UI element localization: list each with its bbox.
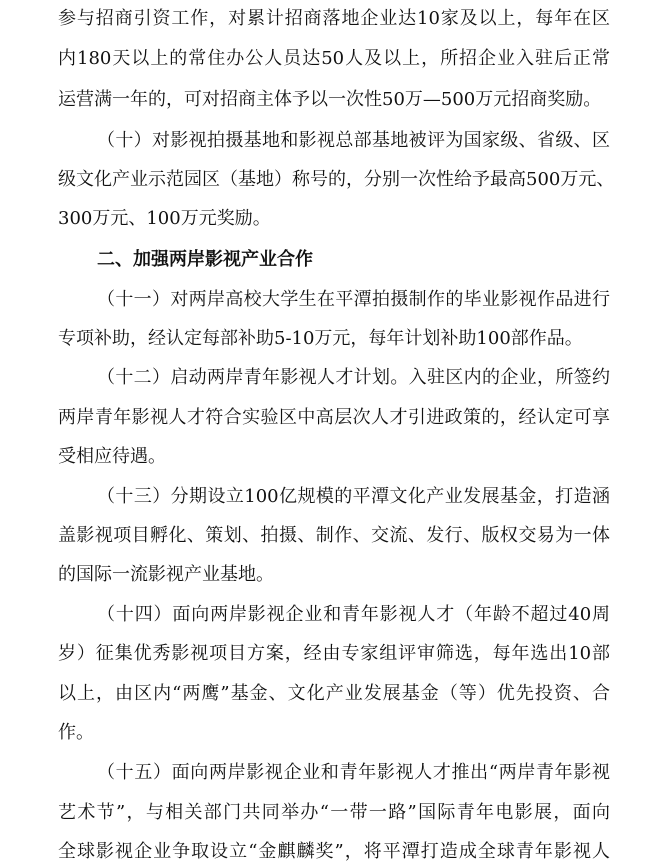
body-text-line: 受相应待遇。 [58, 446, 166, 467]
clause-11-first-line: （十一）对两岸高校大学生在平潭拍摄制作的毕业影视作品进行 [97, 289, 610, 310]
body-text-line: 级文化产业示范园区（基地）称号的，分别一次性给予最高500万元、 [58, 169, 615, 190]
body-text-line: 参与招商引资工作，对累计招商落地企业达10家及以上，每年在区 [58, 8, 610, 29]
clause-10-first-line: （十）对影视拍摄基地和影视总部基地被评为国家级、省级、区 [97, 130, 610, 151]
body-text-line: 运营满一年的，可对招商主体予以一次性50万—500万元招商奖励。 [58, 89, 602, 110]
section-heading: 二、加强两岸影视产业合作 [97, 249, 313, 270]
body-text-line: 盖影视项目孵化、策划、拍摄、制作、交流、发行、版权交易为一体 [58, 525, 610, 546]
body-text-line: 艺术节”，与相关部门共同举办“一带一路”国际青年电影展，面向 [58, 802, 610, 823]
body-text-line: 内180天以上的常住办公人员达50人及以上，所招企业入驻后正常 [58, 48, 610, 69]
body-text-line: 专项补助，经认定每部补助5-10万元，每年计划补助100部作品。 [58, 328, 583, 349]
body-text-line: 全球影视企业争取设立“金麒麟奖”，将平潭打造成全球青年影视人 [58, 841, 610, 862]
clause-13-first-line: （十三）分期设立100亿规模的平潭文化产业发展基金，打造涵 [97, 486, 610, 507]
body-text-line: 岁）征集优秀影视项目方案，经由专家组评审筛选，每年选出10部 [58, 643, 610, 664]
body-text-line: 两岸青年影视人才符合实验区中高层次人才引进政策的，经认定可享 [58, 407, 610, 428]
clause-15-first-line: （十五）面向两岸影视企业和青年影视人才推出“两岸青年影视 [97, 762, 610, 783]
body-text-line: 以上，由区内“两鹰”基金、文化产业发展基金（等）优先投资、合 [58, 683, 610, 704]
body-text-line: 作。 [58, 722, 94, 743]
clause-14-first-line: （十四）面向两岸影视企业和青年影视人才（年龄不超过40周 [97, 604, 610, 625]
clause-12-first-line: （十二）启动两岸青年影视人才计划。入驻区内的企业，所签约 [97, 367, 610, 388]
body-text-line: 300万元、100万元奖励。 [58, 208, 271, 229]
body-text-line: 的国际一流影视产业基地。 [58, 564, 274, 585]
